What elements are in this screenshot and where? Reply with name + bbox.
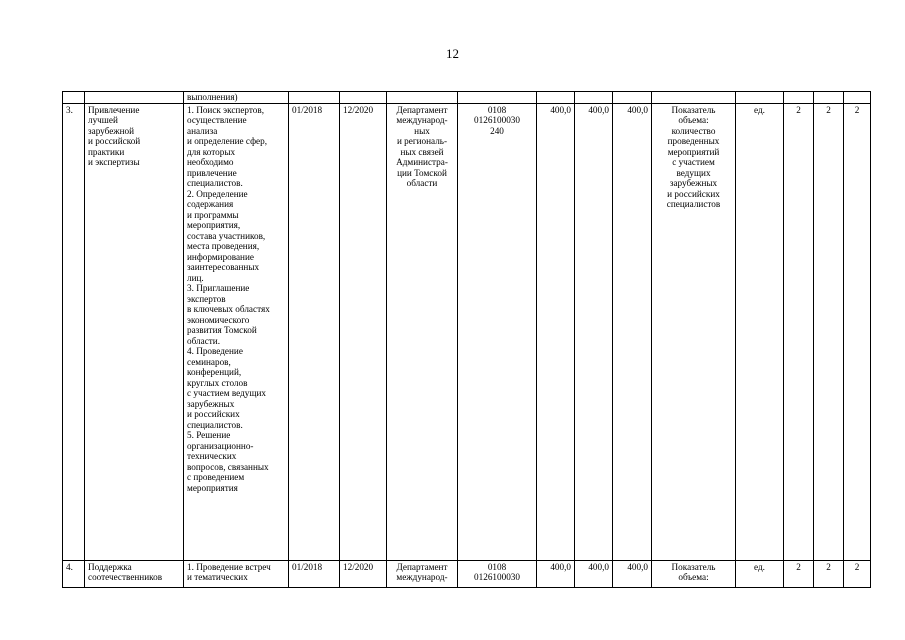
cell-start [289, 92, 340, 104]
cell-n2: 2 [814, 560, 844, 587]
cell-v3 [613, 92, 652, 104]
program-activities-table [62, 91, 871, 588]
cell-num: 4. [63, 560, 85, 587]
cell-name: Привлечение лучшей зарубежной и российской практики и экспертизы [85, 103, 184, 560]
cell-end [340, 92, 387, 104]
cell-indicator [652, 92, 736, 104]
cell-v3: 400,0 [613, 103, 652, 560]
cell-end: 12/2020 [340, 103, 387, 560]
cell-unit [736, 92, 784, 104]
cell-code [458, 92, 537, 104]
cell-activities: выполнения) [184, 92, 289, 104]
cell-v2: 400,0 [575, 560, 613, 587]
cell-end: 12/2020 [340, 560, 387, 587]
cell-activities: 1. Поиск экспертов, осуществление анализа и определение сфер, для которых необходимо привлечение специалистов. 2. Определение содержания и программы мероприятия, состава участников, места проведения, информирование заинтересованных лиц. 3. Приглашение экспертов в ключевых областях экономического развития Томской области. 4. Проведение семинаров, конференций, круглых столов с участием ведущих зарубежных и российских специалистов. 5. Решение организационно- технических вопросов, связанных с проведением мероприятия [184, 103, 289, 560]
cell-n1: 2 [784, 560, 814, 587]
cell-v1: 400,0 [537, 103, 575, 560]
cell-activities: 1. Проведение встреч и тематических [184, 560, 289, 587]
cell-n3: 2 [844, 560, 871, 587]
table-row [63, 103, 871, 560]
cell-code: 0108 0126100030 [458, 560, 537, 587]
cell-name: Поддержка соотечественников [85, 560, 184, 587]
page-number: 12 [446, 46, 459, 61]
table-row-continuation [63, 92, 871, 104]
cell-n2 [814, 92, 844, 104]
cell-num [63, 92, 85, 104]
cell-unit: ед. [736, 103, 784, 560]
table-row [63, 560, 871, 587]
cell-n2: 2 [814, 103, 844, 560]
cell-n3: 2 [844, 103, 871, 560]
cell-v1: 400,0 [537, 560, 575, 587]
cell-executor: Департамент международ- [387, 560, 458, 587]
cell-n3 [844, 92, 871, 104]
cell-code: 0108 0126100030 240 [458, 103, 537, 560]
cell-n1: 2 [784, 103, 814, 560]
cell-executor: Департамент международ- ных и региональ- ных связей Администра- ции Томской области [387, 103, 458, 560]
cell-v2 [575, 92, 613, 104]
cell-v1 [537, 92, 575, 104]
cell-v3: 400,0 [613, 560, 652, 587]
cell-name [85, 92, 184, 104]
cell-start: 01/2018 [289, 103, 340, 560]
cell-indicator: Показатель объема: [652, 560, 736, 587]
cell-executor [387, 92, 458, 104]
cell-start: 01/2018 [289, 560, 340, 587]
cell-num: 3. [63, 103, 85, 560]
cell-unit: ед. [736, 560, 784, 587]
cell-n1 [784, 92, 814, 104]
cell-indicator: Показатель объема: количество проведенных мероприятий с участием ведущих зарубежных и российских специалистов [652, 103, 736, 560]
cell-v2: 400,0 [575, 103, 613, 560]
